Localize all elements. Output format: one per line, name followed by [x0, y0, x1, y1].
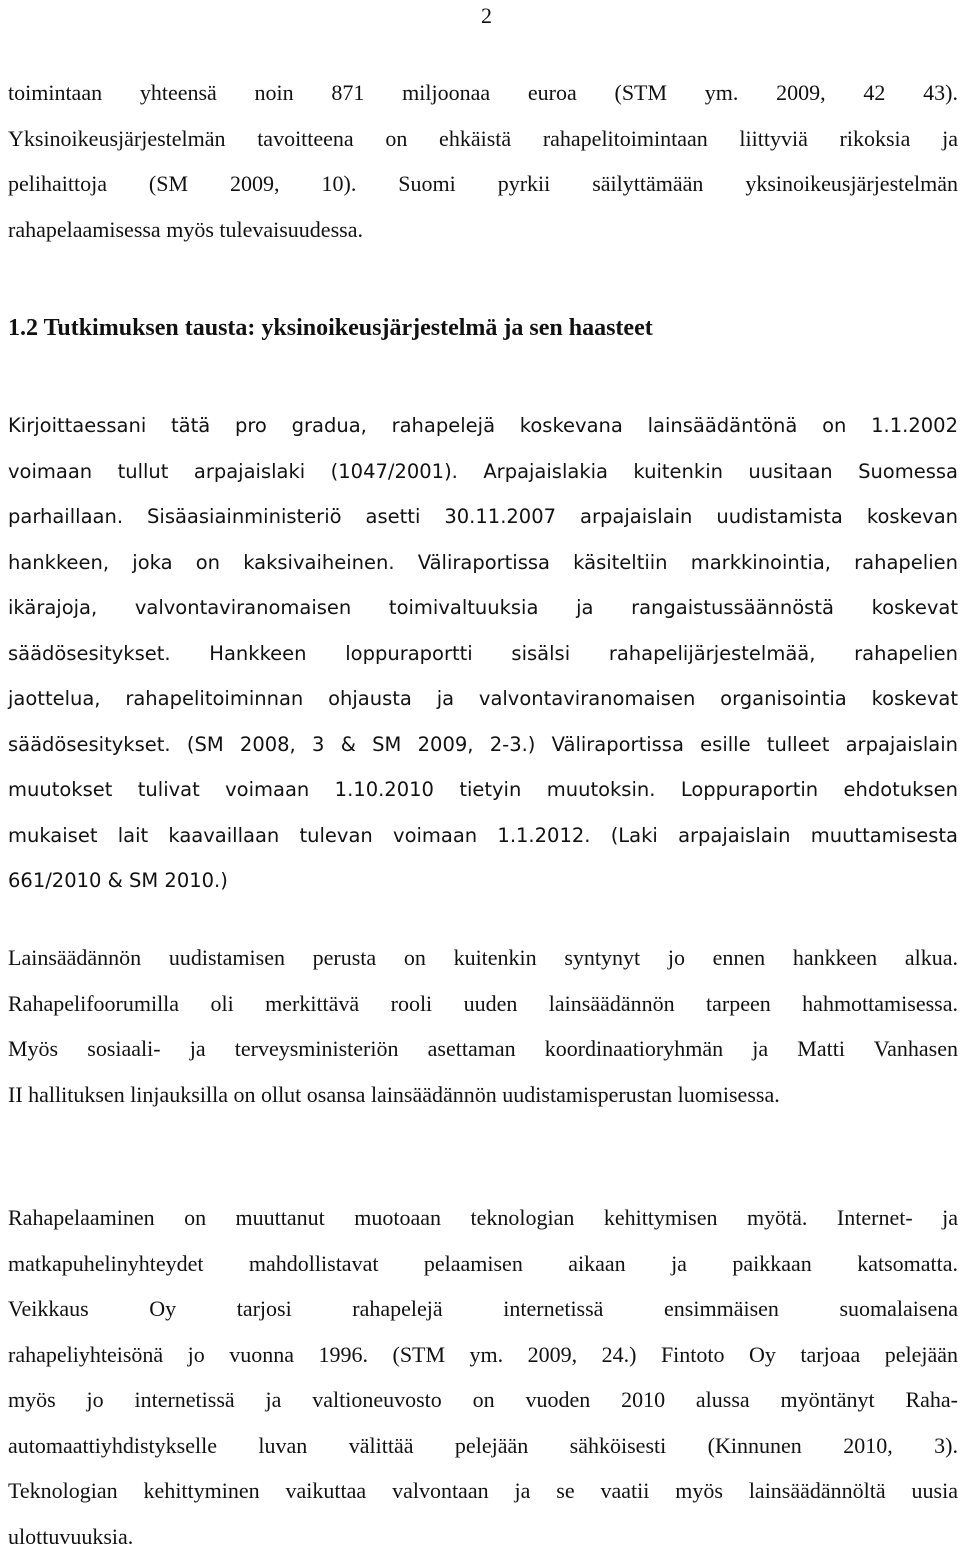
paragraph-line: Yksinoikeusjärjestelmän tavoitteena on ehkäistä rahapelitoimintaan liittyviä rikoksia ja [8, 116, 958, 162]
paragraph-line: toimintaan yhteensä noin 871 miljoonaa euroa (STM ym. 2009, 42 43). [8, 70, 958, 116]
paragraph-line: hankkeen, joka on kaksivaiheinen. Väliraportissa käsiteltiin markkinointia, rahapelien [8, 540, 958, 586]
paragraph-line: jaottelua, rahapelitoiminnan ohjausta ja valvontaviranomaisen organisointia koskevat [8, 676, 958, 722]
paragraph-line: matkapuhelinyhteydet mahdollistavat pelaamisen aikaan ja paikkaan katsomatta. [8, 1241, 958, 1287]
paragraph-line: Rahapelifoorumilla oli merkittävä rooli uuden lainsäädännön tarpeen hahmottamisessa. [8, 981, 958, 1027]
paragraph-line: myös jo internetissä ja valtioneuvosto on vuoden 2010 alussa myöntänyt Raha- [8, 1377, 958, 1423]
paragraph-line: rahapelaamisessa myös tulevaisuudessa. [8, 207, 958, 253]
paragraph-line: Veikkaus Oy tarjosi rahapelejä internetissä ensimmäisen suomalaisena [8, 1286, 958, 1332]
paragraph-line: mukaiset lait kaavaillaan tulevan voimaan 1.1.2012. (Laki arpajaislain muuttamisesta [8, 813, 958, 859]
paragraph-line: ulottuvuuksia. [8, 1514, 958, 1559]
paragraph-line: pelihaittoja (SM 2009, 10). Suomi pyrkii säilyttämään yksinoikeusjärjestelmän [8, 161, 958, 207]
paragraph-line: säädösesitykset. Hankkeen loppuraportti sisälsi rahapelijärjestelmää, rahapelien [8, 631, 958, 677]
page-number: 2 [481, 2, 492, 30]
paragraph-2 [8, 403, 958, 904]
paragraph-1 [8, 70, 958, 252]
paragraph-line: Lainsäädännön uudistamisen perusta on kuitenkin syntynyt jo ennen hankkeen alkua. [8, 935, 958, 981]
paragraph-line: säädösesitykset. (SM 2008, 3 & SM 2009, 2-3.) Väliraportissa esille tulleet arpajaislain [8, 722, 958, 768]
paragraph-3 [8, 935, 958, 1117]
paragraph-4 [8, 1195, 958, 1559]
section-heading: 1.2 Tutkimuksen tausta: yksinoikeusjärjestelmä ja sen haasteet [8, 310, 653, 346]
paragraph-line: rahapeliyhteisönä jo vuonna 1996. (STM ym. 2009, 24.) Fintoto Oy tarjoaa pelejään [8, 1332, 958, 1378]
paragraph-line: II hallituksen linjauksilla on ollut osansa lainsäädännön uudistamisperustan luomisessa. [8, 1072, 958, 1118]
paragraph-line: 661/2010 & SM 2010.) [8, 858, 958, 904]
paragraph-line: parhaillaan. Sisäasiainministeriö asetti 30.11.2007 arpajaislain uudistamista koskevan [8, 494, 958, 540]
paragraph-line: Kirjoittaessani tätä pro gradua, rahapelejä koskevana lainsäädäntönä on 1.1.2002 [8, 403, 958, 449]
paragraph-line: muutokset tulivat voimaan 1.10.2010 tietyin muutoksin. Loppuraportin ehdotuksen [8, 767, 958, 813]
paragraph-line: Teknologian kehittyminen vaikuttaa valvontaan ja se vaatii myös lainsäädännöltä uusia [8, 1468, 958, 1514]
paragraph-line: Myös sosiaali- ja terveysministeriön asettaman koordinaatioryhmän ja Matti Vanhasen [8, 1026, 958, 1072]
paragraph-line: voimaan tullut arpajaislaki (1047/2001). Arpajaislakia kuitenkin uusitaan Suomessa [8, 449, 958, 495]
paragraph-line: Rahapelaaminen on muuttanut muotoaan teknologian kehittymisen myötä. Internet- ja [8, 1195, 958, 1241]
paragraph-line: automaattiyhdistykselle luvan välittää pelejään sähköisesti (Kinnunen 2010, 3). [8, 1423, 958, 1469]
paragraph-line: ikärajoja, valvontaviranomaisen toimivaltuuksia ja rangaistussäännöstä koskevat [8, 585, 958, 631]
